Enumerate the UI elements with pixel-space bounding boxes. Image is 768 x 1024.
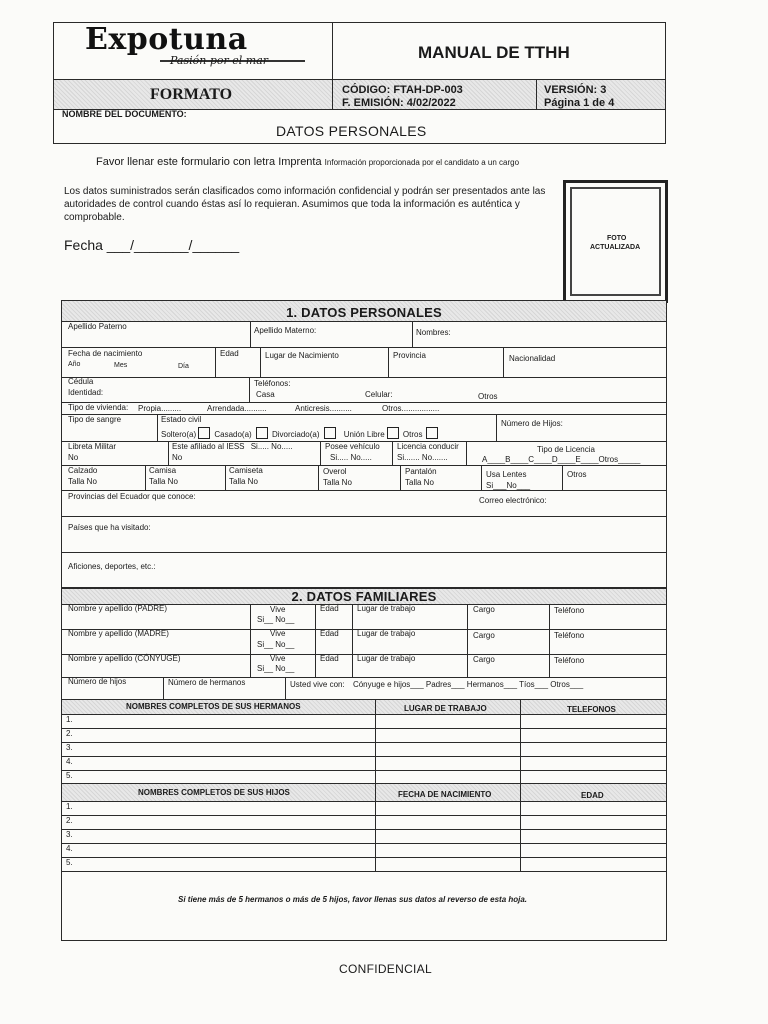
s2-v2	[315, 604, 316, 677]
nacionalidad-label: Nacionalidad	[509, 354, 556, 363]
hermanos-header: NOMBRES COMPLETOS DE SUS HERMANOS	[126, 702, 301, 711]
version-label: VERSIÓN: 3	[544, 84, 607, 96]
padre-telefono: Teléfono	[554, 606, 585, 615]
s1-v6	[503, 347, 504, 377]
lugar-trabajo-header: LUGAR DE TRABAJO	[404, 704, 487, 713]
padre-edad: Edad	[320, 604, 339, 613]
intro-paragraph-3: comprobable.	[64, 212, 125, 223]
hijos-num-1: 1.	[66, 802, 73, 811]
padre-si-no[interactable]: Si__ No__	[257, 615, 295, 624]
hijos-row-1	[61, 815, 667, 816]
aficiones-label: Aficiones, deportes, etc.:	[68, 562, 156, 571]
iess-label	[172, 443, 293, 451]
otros-ec-label: Otros	[402, 430, 423, 439]
nombres-label: Nombres:	[416, 328, 451, 337]
edad-label: Edad	[220, 349, 239, 358]
soltero-checkbox[interactable]	[198, 427, 210, 439]
lentes-label: Usa Lentes	[486, 470, 527, 479]
estado-civil-options	[161, 427, 440, 439]
madre-vive: Vive	[270, 629, 286, 638]
apellido-paterno-label: Apellido Paterno	[68, 322, 127, 331]
s1-h1	[61, 347, 667, 348]
overol-talla: Talla No	[323, 478, 352, 487]
madre-si-no[interactable]: Si__ No__	[257, 640, 295, 649]
conyuge-label: Nombre y apellido (CÓNYUGE)	[68, 654, 181, 663]
padre-cargo: Cargo	[473, 605, 495, 614]
s1-v10	[168, 441, 169, 465]
lentes-si-no[interactable]: Si___No___	[486, 481, 531, 490]
s2-h6	[61, 801, 667, 802]
camiseta-talla: Talla No	[229, 477, 258, 486]
manual-title: MANUAL DE TTHH	[418, 43, 570, 62]
provincias-label: Provincias del Ecuador que conoce:	[68, 492, 196, 501]
divorciado-label: Divorciado(a)	[271, 430, 320, 439]
s1-v18	[481, 465, 482, 490]
s2-v7	[285, 677, 286, 699]
s1-h7	[61, 490, 667, 491]
estado-civil-label: Estado civil	[161, 415, 202, 424]
numero-hermanos-label: Número de hermanos	[168, 678, 246, 687]
hijos-num-2: 2.	[66, 816, 73, 825]
celular-label: Celular:	[365, 390, 393, 399]
confidencial-footer: CONFIDENCIAL	[339, 962, 432, 976]
vehiculo-si-no[interactable]: Si..... No.....	[330, 453, 372, 462]
company-logo: Expotuna	[85, 22, 248, 57]
s2-v1	[250, 604, 251, 677]
camiseta-label: Camiseta	[229, 466, 263, 475]
herm-row-1	[61, 728, 667, 729]
s1-h4	[61, 414, 667, 415]
padre-lugar: Lugar de trabajo	[357, 604, 416, 613]
soltero-label: Soltero(a)	[161, 430, 197, 439]
conyuge-edad: Edad	[320, 654, 339, 663]
licencia-si-no[interactable]: Si....... No.......	[397, 453, 448, 462]
s2-h3	[61, 677, 667, 678]
union-libre-label: Unión Libre	[343, 430, 385, 439]
hijos-row-4	[61, 857, 667, 858]
herm-num-1: 1.	[66, 715, 73, 724]
conyuge-cargo: Cargo	[473, 655, 495, 664]
identidad-label: Identidad:	[68, 388, 104, 397]
s1-v7	[249, 377, 250, 402]
section-2-title: 2. DATOS FAMILIARES	[291, 589, 437, 604]
apellido-materno-label: Apellido Materno:	[254, 326, 317, 335]
vive-con-label	[290, 681, 583, 689]
fecha-nacimiento-header: FECHA DE NACIMIENTO	[398, 790, 492, 799]
numero-hijos-label: Número de Hijos:	[501, 419, 563, 428]
s1-v4	[260, 347, 261, 377]
photo-label-1: FOTO	[607, 235, 627, 242]
otros-tel-label: Otros	[478, 392, 498, 401]
pantalon-label: Pantalón	[405, 467, 437, 476]
section-2-box	[61, 588, 667, 941]
s1-v16	[318, 465, 319, 490]
vive-con-options[interactable]: Cónyuge e hijos___ Padres___ Hermanos___ Tíos___ Otros___	[352, 680, 584, 689]
s1-v3	[215, 347, 216, 377]
conyuge-telefono: Teléfono	[554, 656, 585, 665]
vivienda-otros[interactable]: Otros.................	[382, 404, 440, 413]
s1-h2	[61, 377, 667, 378]
s1-v5	[388, 347, 389, 377]
licencia-label: Licencia conducir	[397, 442, 459, 451]
casado-label: Casado(a)	[214, 430, 252, 439]
hijos-row-2	[61, 829, 667, 830]
dia-label: Día	[178, 363, 189, 370]
herm-num-3: 3.	[66, 743, 73, 752]
otros-talla-label: Otros	[567, 470, 587, 479]
pagina-label: Página 1 de 4	[544, 97, 615, 109]
fecha-field[interactable]: Fecha ___/_______/______	[64, 237, 240, 253]
padre-vive: Vive	[270, 605, 286, 614]
provincia-label: Provincia	[393, 351, 426, 360]
iess-text: Este afiliado al IESS	[172, 442, 245, 451]
anio-label: Año	[68, 361, 81, 368]
vivienda-anticresis[interactable]: Anticresis..........	[295, 404, 352, 413]
otros-ec-checkbox[interactable]	[426, 427, 438, 439]
madre-label: Nombre y apellido (MADRE)	[68, 629, 169, 638]
iess-no-label: No	[172, 453, 183, 462]
tipo-sangre-label: Tipo de sangre	[68, 415, 122, 424]
herm-row-2	[61, 742, 667, 743]
vehiculo-label: Posee vehículo	[325, 442, 380, 451]
telefonos-label: Teléfonos:	[254, 379, 291, 388]
s1-v8	[157, 414, 158, 441]
divorciado-checkbox[interactable]	[324, 427, 336, 439]
nombre-documento-label: NOMBRE DEL DOCUMENTO:	[62, 109, 187, 119]
tipo-licencia-label: Tipo de Licencia	[537, 445, 595, 454]
conyuge-vive: Vive	[270, 654, 286, 663]
herm-num-4: 4.	[66, 757, 73, 766]
emision-label: F. EMISIÓN: 4/02/2022	[342, 97, 456, 109]
s2-v3	[352, 604, 353, 677]
intro-paragraph-2: autoridades de control cuando éstas así lo requieran. Asumimos que toda la información es auténtica y	[64, 199, 520, 210]
photo-label-2: ACTUALIZADA	[590, 244, 641, 251]
hijos-header: NOMBRES COMPLETOS DE SUS HIJOS	[138, 788, 290, 797]
vivienda-arrendada[interactable]: Arrendada..........	[207, 404, 267, 413]
cedula-label: Cédula	[68, 377, 94, 386]
hijos-num-3: 3.	[66, 830, 73, 839]
section-1-title: 1. DATOS PERSONALES	[286, 305, 442, 320]
correo-label: Correo electrónico:	[479, 496, 547, 505]
herm-row-3	[61, 756, 667, 757]
paises-label: Países que ha visitado:	[68, 523, 151, 532]
hijos-row-3	[61, 843, 667, 844]
libreta-no-label: No	[68, 453, 79, 462]
herm-row-4	[61, 770, 667, 771]
s1-h8	[61, 516, 667, 517]
vive-con-text: Usted vive con:	[290, 680, 345, 689]
tipo-licencia-options[interactable]: A____B____C____D____E____Otros_____	[482, 455, 641, 464]
s1-v9	[496, 414, 497, 441]
vivienda-propia[interactable]: Propia.........	[138, 404, 182, 413]
madre-telefono: Teléfono	[554, 631, 585, 640]
conyuge-si-no[interactable]: Si__ No__	[257, 664, 295, 673]
casado-checkbox[interactable]	[256, 427, 268, 439]
s1-v12	[392, 441, 393, 465]
s1-v11	[320, 441, 321, 465]
numero-hijos-2-label: Número de hijos	[68, 677, 127, 686]
calzado-label: Calzado	[68, 466, 98, 475]
mes-label: Mes	[114, 362, 128, 369]
pantalon-talla: Talla No	[405, 478, 434, 487]
s1-v1	[250, 321, 251, 347]
s1-v17	[400, 465, 401, 490]
reverse-note: Si tiene más de 5 hermanos o más de 5 hijos, favor llenas sus datos al reverso de esta hoja.	[178, 895, 528, 904]
conyuge-lugar: Lugar de trabajo	[357, 654, 416, 663]
logo-tagline: Pasión por el mar	[170, 54, 269, 67]
s2-v4	[467, 604, 468, 677]
s1-v14	[145, 465, 146, 490]
hijos-num-5: 5.	[66, 858, 73, 867]
lugar-nacimiento-label: Lugar de Nacimiento	[265, 351, 339, 360]
hijos-num-4: 4.	[66, 844, 73, 853]
s1-v2	[412, 321, 413, 347]
s1-h0	[61, 321, 667, 322]
s2-v5	[549, 604, 550, 677]
instruction-text	[96, 157, 519, 169]
s1-h9	[61, 552, 667, 553]
camisa-talla: Talla No	[149, 477, 178, 486]
overol-label: Overol	[323, 467, 347, 476]
calzado-talla: Talla No	[68, 477, 97, 486]
tipo-vivienda-label: Tipo de vivienda:	[68, 403, 129, 412]
s2-v6	[163, 677, 164, 699]
madre-cargo: Cargo	[473, 631, 495, 640]
instruction-main: Favor llenar este formulario con letra Imprenta	[96, 156, 322, 168]
document-title: DATOS PERSONALES	[276, 123, 427, 139]
madre-edad: Edad	[320, 629, 339, 638]
fecha-nacimiento-label: Fecha de nacimiento	[68, 349, 143, 358]
codigo-label: CÓDIGO: FTAH-DP-003	[342, 84, 463, 96]
padre-label: Nombre y apellido (PADRE)	[68, 604, 167, 613]
herm-num-5: 5.	[66, 771, 73, 780]
edad-header: EDAD	[581, 791, 604, 800]
s1-h3	[61, 402, 667, 403]
herm-num-2: 2.	[66, 729, 73, 738]
camisa-label: Camisa	[149, 466, 177, 475]
s1-v13	[466, 441, 467, 465]
instruction-small: Información proporcionada por el candidato a un cargo	[324, 158, 520, 167]
intro-paragraph-1: Los datos suministrados serán clasificados como información confidencial y podrán ser presentados ante las	[64, 186, 546, 197]
union-libre-checkbox[interactable]	[387, 427, 399, 439]
formato-label: FORMATO	[150, 86, 233, 103]
iess-si-no[interactable]: Si..... No.....	[250, 442, 293, 451]
s1-v19	[562, 465, 563, 490]
libreta-militar-label: Libreta Militar	[68, 442, 117, 451]
telefonos-header: TELEFONOS	[567, 705, 616, 714]
casa-label: Casa	[256, 390, 275, 399]
madre-lugar: Lugar de trabajo	[357, 629, 416, 638]
hijos-row-5	[61, 871, 667, 872]
s1-v15	[225, 465, 226, 490]
